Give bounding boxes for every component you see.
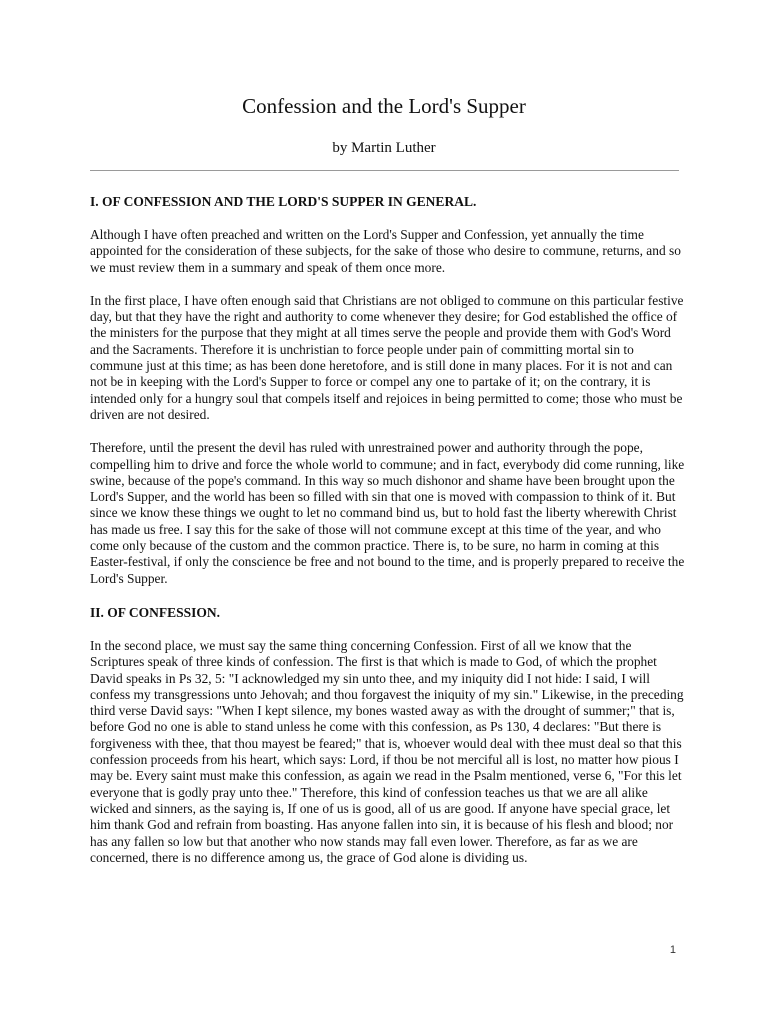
title-divider (90, 170, 679, 171)
document-body (90, 193, 686, 883)
page-number: 1 (669, 944, 676, 956)
section-heading: I. OF CONFESSION AND THE LORD'S SUPPER IN GENERAL. (90, 194, 477, 209)
paragraph: In the second place, we must say the same thing concerning Confession. First of all we know that the Scriptures speak of three kinds of confession. The first is that which is made to God, of which the prophet David speaks in Ps 32, 5: "I acknowledged my sin unto thee, and my iniquity did I not hide: I said, I will confess my transgressions unto Jehovah; and thou forgavest the iniquity of my sin." Likewise, in the preceding third verse David says: "When I kept silence, my bones wasted away as with the drought of summer;" that is, before God no one is able to stand unless he come with this confession, as Ps 130, 4 declares: "But there is forgiveness with thee, that thou mayest be feared;" that is, whoever would deal with thee must deal so that this confession proceeds from his heart, which says: Lord, if thou be not merciful all is lost, no matter how pious I may be. Every saint must make this confession, as again we read in the Psalm mentioned, verse 6, "For this let everyone that is godly pray unto thee." Therefore, this kind of confession teaches us that we are all alike wicked and sinners, as the saying is, If one of us is good, all of us are good. If anyone have special grace, let him thank God and refrain from boasting. Has anyone fallen into sin, it is because of his flesh and blood; nor has any fallen so low but that another who now stands may fall even lower. Therefore, as far as we are concerned, there is no difference among us, the grace of God alone is dividing us. (90, 637, 684, 865)
document-title: Confession and the Lord's Supper (242, 94, 526, 118)
author-byline: by Martin Luther (332, 140, 436, 156)
paragraph: Therefore, until the present the devil has ruled with unrestrained power and authority through the pope, compelling him to drive and force the whole world to commune; and in fact, everybody did come running, like swine, because of the pope's command. In this way so much dishonor and shame have been brought upon the Lord's Supper, and the world has been so filled with sin that one is moved with compassion to think of it. But since we know these things we ought to let no command bind us, but to hold fast the liberty wherewith Christ has made us free. I say this for the sake of those will not commune except at this time of the year, and who come only because of the custom and the common practice. There is, to be sure, no harm in coming at this Easter-festival, if only the conscience be free and not bound to the time, and is properly prepared to receive the Lord's Supper. (90, 440, 685, 586)
section-heading: II. OF CONFESSION. (90, 604, 221, 620)
paragraph: Although I have often preached and written on the Lord's Supper and Confession, yet annually the time appointed for the consideration of these subjects, for the sake of those who desire to commune, returns, and so we must review them in a summary and speak of them once more. (90, 227, 681, 275)
paragraph: In the first place, I have often enough said that Christians are not obliged to commune on this particular festive day, but that they have the right and authority to come whenever they desire; for God established the office of the ministers for the purpose that they might at all times serve the people and provide them with God's Word and the Sacraments. Therefore it is unchristian to force people under pain of committing mortal sin to commune just at this time; as has been done heretofore, and is still done in many places. For it is not and can not be in keeping with the Lord's Supper to force or compel any one to partake of it; on the contrary, it is intended only for a hungry soul that compels itself and rejoices in being permitted to come; those who must be driven are not desired. (90, 292, 684, 422)
